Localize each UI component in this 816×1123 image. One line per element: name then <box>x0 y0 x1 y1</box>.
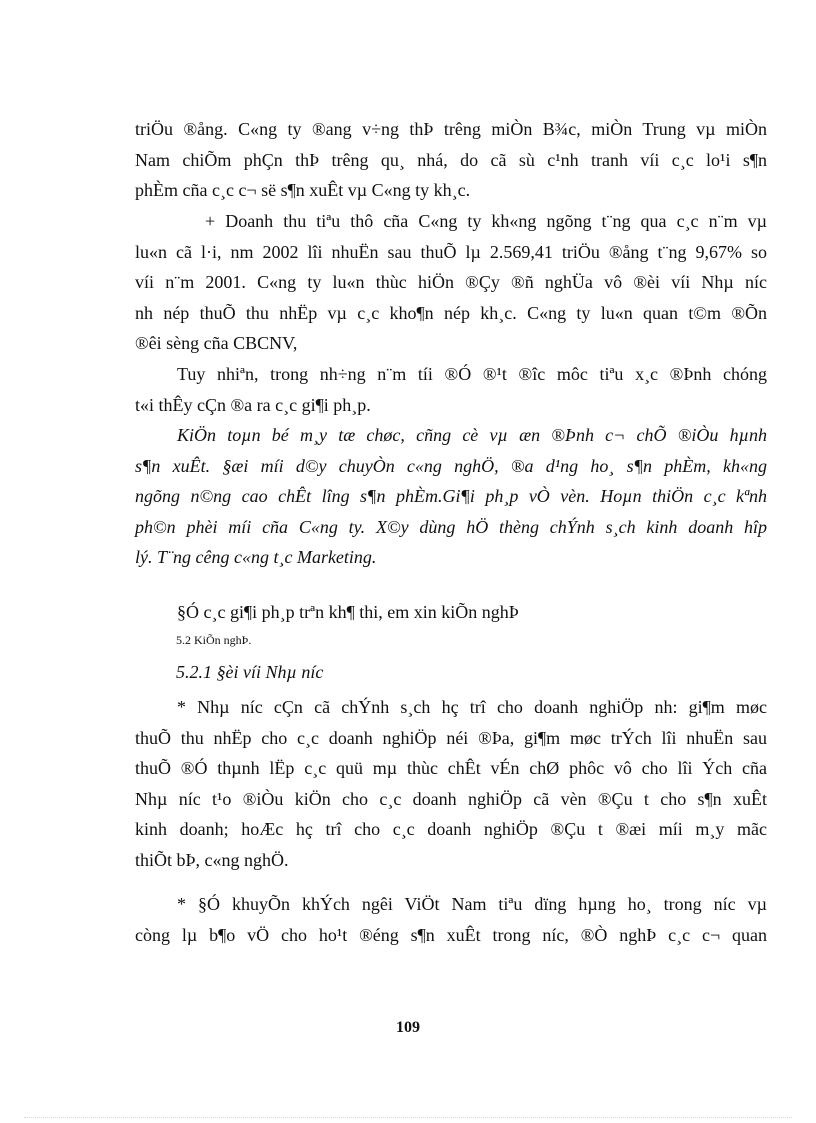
text-line: lu«n cã l·i, nm 2002 lîi nhuËn sau thuÕ lµ 2.569,41 triÖu ®ång t¨ng 9,67% so <box>135 241 767 262</box>
text-line: KiÖn toµn bé m¸y tæ chøc, cñng cè vµ æn ®Þnh c¬ chÕ ®iÒu hµnh <box>177 425 767 445</box>
text-line: + Doanh thu tiªu thô cña C«ng ty kh«ng ngõng t¨ng qua c¸c n¨m vµ <box>205 211 767 231</box>
text-line: * §Ó khuyÕn khÝch ngêi ViÖt Nam tiªu dïng hµng ho¸ trong níc vµ <box>177 894 767 914</box>
text-line: lý. T¨ng cêng c«ng t¸c Marketing. <box>135 547 377 567</box>
text-line: ph©n phèi míi cña C«ng ty. X©y dùng hÖ thèng chÝnh s¸ch kinh doanh hîp <box>135 516 767 537</box>
text-line: ngõng n©ng cao chÊt lîng s¶n phÈm.Gi¶i ph¸p vÒ vèn. Hoµn thiÖn c¸c kªnh <box>135 486 767 506</box>
paragraph-solutions <box>135 420 767 573</box>
text-line: Nhµ níc t¹o ®iÒu kiÖn cho c¸c doanh nghiÖp cã vèn ®Çu t cho s¶n xuÊt <box>135 788 767 809</box>
text-line: Tuy nhiªn, trong nh÷ng n¨m tíi ®Ó ®¹t ®îc môc tiªu x¸c ®Þnh chóng <box>177 364 767 384</box>
paragraph-encourage <box>135 889 767 950</box>
page-number: 109 <box>396 1019 420 1036</box>
text-line: còng lµ b¶o vÖ cho ho¹t ®éng s¶n xuÊt trong níc, ®Ò nghÞ c¸c c¬ quan <box>135 924 767 945</box>
text-line: nh nép thuÕ thu nhËp vµ c¸c kho¶n nép kh¸c. C«ng ty lu«n quan t©m ®Õn <box>135 302 767 323</box>
paragraph-recommend-intro <box>135 597 767 628</box>
text-line: kinh doanh; hoÆc hç trî cho c¸c doanh nghiÖp ®Çu t ®æi míi m¸y mãc <box>135 819 767 839</box>
section-heading-5-2: 5.2 KiÕn nghÞ. <box>176 633 252 647</box>
paragraph-state-support <box>135 692 767 875</box>
paragraph-market-share <box>135 114 767 206</box>
paragraph-however <box>135 359 767 420</box>
text-line: triÖu ®ång. C«ng ty ®ang v÷ng thÞ trêng miÒn B¾c, miÒn Trung vµ miÒn <box>135 119 767 139</box>
text-line: s¶n xuÊt. §æi míi d©y chuyÒn c«ng nghÖ, ®a d¹ng ho¸ s¶n phÈm, kh«ng <box>135 455 767 476</box>
text-line: Nam chiÕm phÇn thÞ trêng qu¸ nhá, do cã sù c¹nh tranh víi c¸c lo¹i s¶n <box>135 149 767 170</box>
text-line: thuÕ thu nhËp cho c¸c doanh nghiÖp néi ®Þa, gi¶m møc trÝch lîi nhuËn sau <box>135 727 767 748</box>
section-heading-5-2-1 <box>176 657 576 688</box>
text-line: 5.2.1 §èi víi Nhµ níc <box>176 662 324 682</box>
text-line: thiÕt bÞ, c«ng nghÖ. <box>135 849 289 870</box>
text-line: t«i thÊy cÇn ®a ra c¸c gi¶i ph¸p. <box>135 394 371 415</box>
text-line: thuÕ ®Ó thµnh lËp c¸c quü mµ thùc chÊt vÉn chØ phôc vô cho lîi Ých cña <box>135 758 767 778</box>
text-line: phÈm cña c¸c c¬ së s¶n xuÊt vµ C«ng ty kh¸c. <box>135 180 471 200</box>
paragraph-revenue <box>135 206 767 359</box>
bottom-dotted-rule <box>24 1117 792 1118</box>
text-line: * Nhµ níc cÇn cã chÝnh s¸ch hç trî cho doanh nghiÖp nh: gi¶m møc <box>177 697 767 717</box>
text-line: víi n¨m 2001. C«ng ty lu«n thùc hiÖn ®Çy ®ñ nghÜa vô ®èi víi Nhµ níc <box>135 272 767 292</box>
text-line: ®êi sèng cña CBCNV, <box>135 333 298 353</box>
text-line: §Ó c¸c gi¶i ph¸p trªn kh¶ thi, em xin kiÕn nghÞ <box>177 602 519 622</box>
